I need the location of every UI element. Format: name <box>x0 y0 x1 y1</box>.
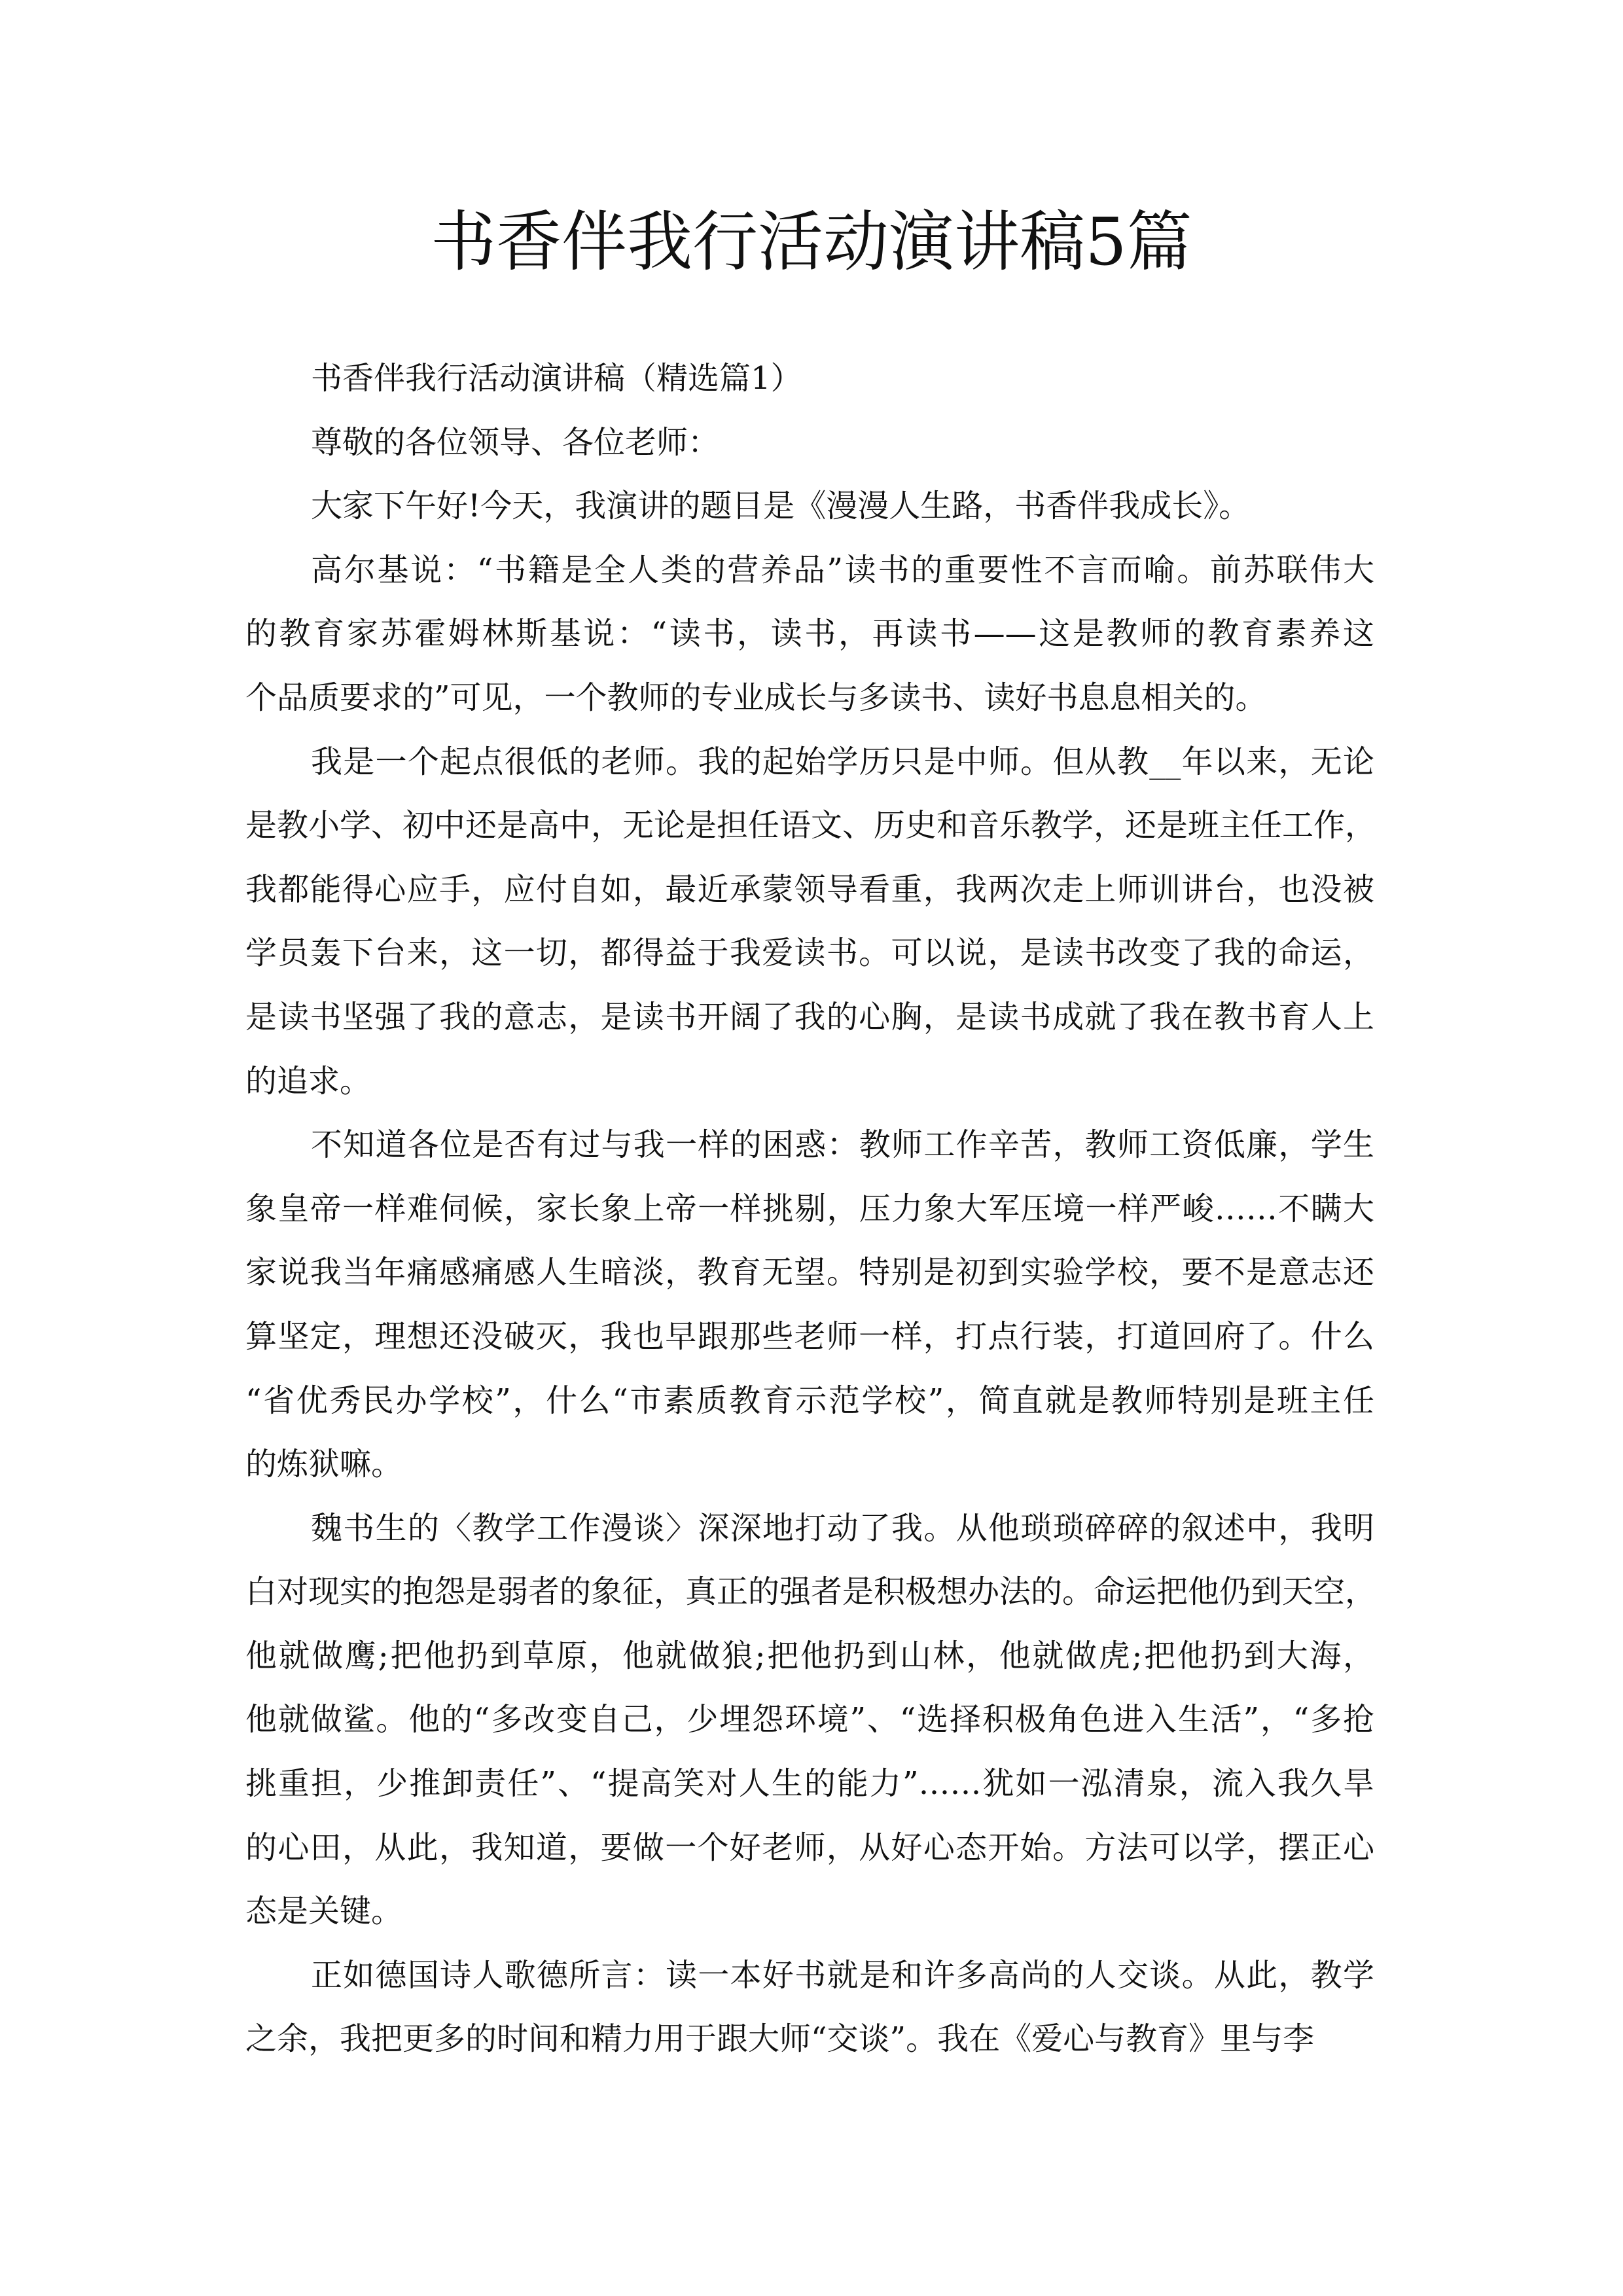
paragraph-line: 我是一个起点很低的老师。我的起始学历只是中师。但从教__年以来，无论 <box>311 743 1374 780</box>
paragraph-line: 魏书生的〈教学工作漫谈〉深深地打动了我。从他琐琐碎碎的叙述中，我明 <box>311 1509 1374 1547</box>
paragraph <box>245 475 1374 539</box>
paragraph <box>245 411 1374 475</box>
paragraph-line: 的教育家苏霍姆林斯基说：“读书，读书，再读书——这是教师的教育素养这 <box>245 615 1374 653</box>
paragraph-line: 是教小学、初中还是高中，无论是担任语文、历史和音乐教学，还是班主任工作， <box>245 807 1377 844</box>
paragraph-line: 他就做鲨。他的“多改变自己，少埋怨环境”、“选择积极角色进入生活”，“多抢 <box>245 1701 1374 1738</box>
paragraph-line: “省优秀民办学校”，什么“市素质教育示范学校”，简直就是教师特别是班主任 <box>245 1382 1374 1419</box>
paragraph-line: 正如德国诗人歌德所言：读一本好书就是和许多高尚的人交谈。从此，教学 <box>311 1956 1374 1994</box>
paragraph-line: 是读书坚强了我的意志，是读书开阔了我的心胸，是读书成就了我在教书育人上 <box>245 998 1374 1035</box>
paragraph-line: 白对现实的抱怨是弱者的象征，真正的强者是积极想办法的。命运把他仍到天空， <box>245 1573 1377 1611</box>
paragraph-line: 我都能得心应手，应付自如，最近承蒙领导看重，我两次走上师训讲台，也没被 <box>245 870 1374 908</box>
paragraph-line: 的炼狱嘛。 <box>245 1446 403 1483</box>
paragraph-line: 算坚定，理想还没破灭，我也早跟那些老师一样，打点行装，打道回府了。什么 <box>245 1318 1374 1355</box>
paragraph <box>245 1113 1374 1497</box>
paragraph-line: 他就做鹰;把他扔到草原，他就做狼;把他扔到山林，他就做虎;把他扔到大海， <box>245 1637 1374 1674</box>
paragraph-line: 之余，我把更多的时间和精力用于跟大师“交谈”。我在《爱心与教育》里与李 <box>245 2020 1315 2058</box>
paragraph-line: 的心田，从此，我知道，要做一个好老师，从好心态开始。方法可以学，摆正心 <box>245 1829 1374 1866</box>
document-title: 书香伴我行活动演讲稿5篇 <box>431 204 1192 280</box>
paragraph-line: 高尔基说：“书籍是全人类的营养品”读书的重要性不言而喻。前苏联伟大 <box>311 551 1374 588</box>
paragraph <box>245 730 1377 1114</box>
paragraph-line: 书香伴我行活动演讲稿（精选篇1） <box>311 360 802 397</box>
paragraph-line: 态是关键。 <box>245 1893 403 1930</box>
paragraph <box>245 1944 1374 2072</box>
paragraph <box>245 539 1374 730</box>
paragraph-line: 尊敬的各位领导、各位老师： <box>311 423 720 461</box>
paragraph-line: 家说我当年痛感痛感人生暗淡，教育无望。特别是初到实验学校，要不是意志还 <box>245 1254 1374 1291</box>
paragraph-line: 象皇帝一样难伺候，家长象上帝一样挑剔，压力象大军压境一样严峻……不瞒大 <box>245 1190 1374 1227</box>
paragraph-line: 挑重担，少推卸责任”、“提高笑对人生的能力”……犹如一泓清泉，流入我久旱 <box>245 1765 1374 1803</box>
paragraph-line: 学员轰下台来，这一切，都得益于我爱读书。可以说，是读书改变了我的命运， <box>245 935 1374 972</box>
document-body <box>245 347 1377 2072</box>
paragraph <box>245 1497 1377 1944</box>
paragraph-line: 的追求。 <box>245 1062 372 1100</box>
paragraph-line: 大家下午好!今天，我演讲的题目是《漫漫人生路，书香伴我成长》。 <box>311 488 1251 525</box>
paragraph <box>245 347 1374 411</box>
paragraph-line: 不知道各位是否有过与我一样的困惑：教师工作辛苦，教师工资低廉，学生 <box>311 1126 1374 1164</box>
paragraph-line: 个品质要求的”可见，一个教师的专业成长与多读书、读好书息息相关的。 <box>245 679 1267 716</box>
